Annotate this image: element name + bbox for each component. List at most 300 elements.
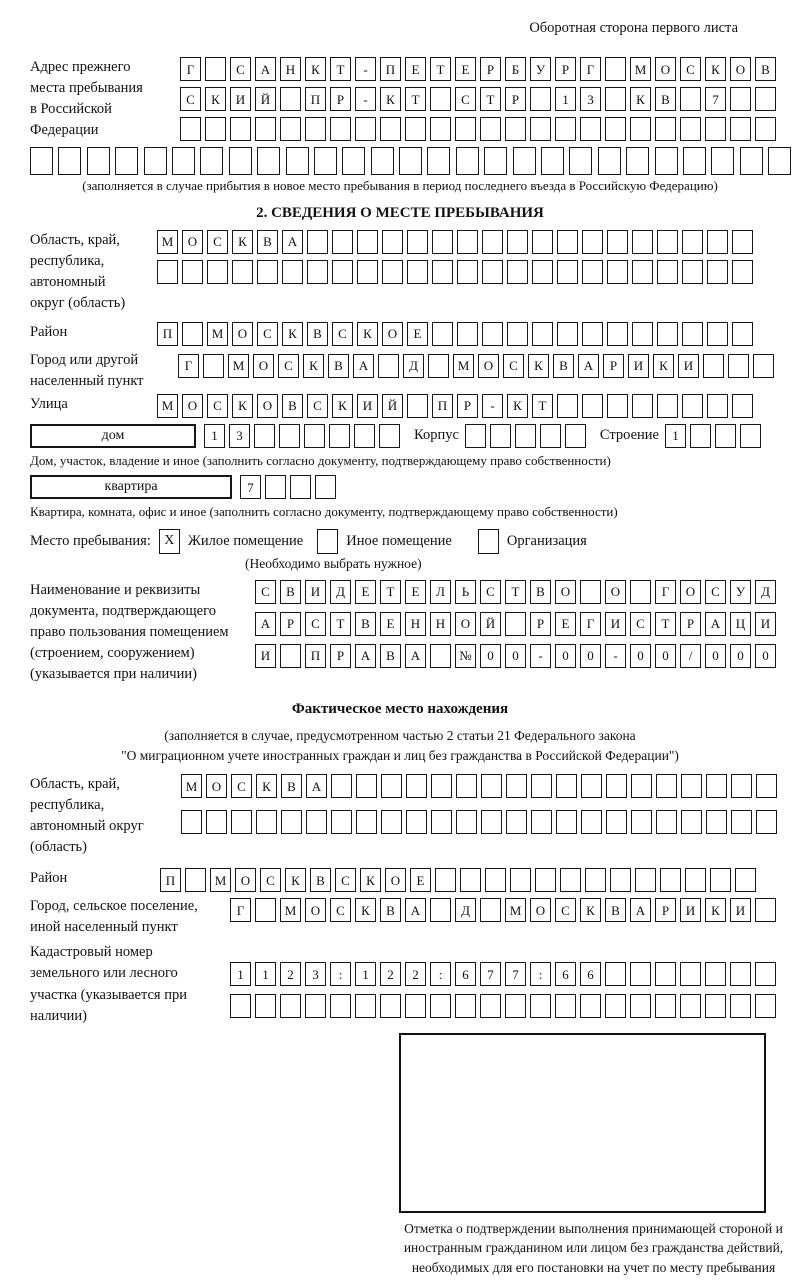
- char-box[interactable]: [535, 868, 556, 892]
- char-box[interactable]: И: [628, 354, 649, 378]
- char-box[interactable]: [207, 260, 228, 284]
- char-box[interactable]: [630, 117, 651, 141]
- char-box[interactable]: В: [380, 898, 401, 922]
- char-box[interactable]: [755, 87, 776, 111]
- char-box[interactable]: М: [207, 322, 228, 346]
- char-box[interactable]: Е: [455, 57, 476, 81]
- char-box[interactable]: О: [235, 868, 256, 892]
- char-box[interactable]: [606, 810, 627, 834]
- char-box[interactable]: [431, 774, 452, 798]
- char-box[interactable]: П: [160, 868, 181, 892]
- char-box[interactable]: [626, 147, 649, 175]
- char-box[interactable]: Д: [755, 580, 776, 604]
- char-box[interactable]: Й: [382, 394, 403, 418]
- char-box[interactable]: Е: [555, 612, 576, 636]
- char-box[interactable]: [280, 117, 301, 141]
- char-box[interactable]: [430, 117, 451, 141]
- char-box[interactable]: Т: [330, 612, 351, 636]
- char-box[interactable]: 0: [505, 644, 526, 668]
- char-box[interactable]: [632, 394, 653, 418]
- char-box[interactable]: [456, 147, 479, 175]
- char-box[interactable]: [755, 117, 776, 141]
- char-box[interactable]: [582, 322, 603, 346]
- char-box[interactable]: -: [530, 644, 551, 668]
- char-box[interactable]: [681, 774, 702, 798]
- char-box[interactable]: [455, 117, 476, 141]
- char-box[interactable]: О: [478, 354, 499, 378]
- char-box[interactable]: А: [255, 57, 276, 81]
- char-box[interactable]: О: [730, 57, 751, 81]
- char-box[interactable]: [607, 394, 628, 418]
- char-box[interactable]: Ц: [730, 612, 751, 636]
- char-box[interactable]: [582, 394, 603, 418]
- char-box[interactable]: Л: [430, 580, 451, 604]
- char-box[interactable]: 2: [380, 962, 401, 986]
- char-box[interactable]: В: [307, 322, 328, 346]
- char-box[interactable]: [606, 774, 627, 798]
- char-box[interactable]: [407, 230, 428, 254]
- char-box[interactable]: [332, 230, 353, 254]
- char-box[interactable]: 0: [480, 644, 501, 668]
- char-box[interactable]: 1: [355, 962, 376, 986]
- char-box[interactable]: Р: [457, 394, 478, 418]
- char-box[interactable]: В: [257, 230, 278, 254]
- char-box[interactable]: [635, 868, 656, 892]
- char-box[interactable]: Н: [280, 57, 301, 81]
- char-box[interactable]: А: [282, 230, 303, 254]
- char-box[interactable]: Е: [380, 612, 401, 636]
- char-box[interactable]: С: [455, 87, 476, 111]
- char-box[interactable]: О: [680, 580, 701, 604]
- char-box[interactable]: [680, 117, 701, 141]
- char-box[interactable]: [605, 117, 626, 141]
- char-box[interactable]: [730, 962, 751, 986]
- char-box[interactable]: П: [305, 87, 326, 111]
- char-box[interactable]: 7: [705, 87, 726, 111]
- char-box[interactable]: [380, 994, 401, 1018]
- char-box[interactable]: Г: [178, 354, 199, 378]
- char-box[interactable]: Т: [430, 57, 451, 81]
- char-box[interactable]: Д: [455, 898, 476, 922]
- char-box[interactable]: [740, 424, 761, 448]
- char-box[interactable]: [465, 424, 486, 448]
- char-box[interactable]: О: [232, 322, 253, 346]
- char-box[interactable]: Б: [505, 57, 526, 81]
- char-box[interactable]: [657, 322, 678, 346]
- char-box[interactable]: [484, 147, 507, 175]
- char-box[interactable]: [632, 230, 653, 254]
- char-box[interactable]: 0: [555, 644, 576, 668]
- char-box[interactable]: [581, 774, 602, 798]
- char-box[interactable]: [282, 260, 303, 284]
- char-box[interactable]: [530, 87, 551, 111]
- char-box[interactable]: [305, 994, 326, 1018]
- char-box[interactable]: [482, 230, 503, 254]
- char-box[interactable]: [378, 354, 399, 378]
- char-box[interactable]: [768, 147, 791, 175]
- char-box[interactable]: С: [305, 612, 326, 636]
- char-box[interactable]: [230, 994, 251, 1018]
- char-box[interactable]: С: [307, 394, 328, 418]
- char-box[interactable]: И: [605, 612, 626, 636]
- char-box[interactable]: [203, 354, 224, 378]
- char-box[interactable]: Г: [580, 57, 601, 81]
- char-box[interactable]: [256, 810, 277, 834]
- char-box[interactable]: С: [335, 868, 356, 892]
- char-box[interactable]: [290, 475, 311, 499]
- char-box[interactable]: [656, 810, 677, 834]
- char-box[interactable]: [480, 898, 501, 922]
- char-box[interactable]: М: [228, 354, 249, 378]
- char-box[interactable]: С: [555, 898, 576, 922]
- char-box[interactable]: [705, 117, 726, 141]
- char-box[interactable]: [557, 260, 578, 284]
- char-box[interactable]: [456, 774, 477, 798]
- char-box[interactable]: [680, 87, 701, 111]
- char-box[interactable]: [432, 322, 453, 346]
- char-box[interactable]: [460, 868, 481, 892]
- char-box[interactable]: И: [730, 898, 751, 922]
- char-box[interactable]: [753, 354, 774, 378]
- char-box[interactable]: [707, 394, 728, 418]
- char-box[interactable]: О: [455, 612, 476, 636]
- char-box[interactable]: Г: [230, 898, 251, 922]
- char-box[interactable]: К: [528, 354, 549, 378]
- char-box[interactable]: [530, 994, 551, 1018]
- char-box[interactable]: Т: [505, 580, 526, 604]
- char-box[interactable]: [405, 994, 426, 1018]
- char-box[interactable]: [690, 424, 711, 448]
- char-box[interactable]: М: [280, 898, 301, 922]
- char-box[interactable]: [510, 868, 531, 892]
- char-box[interactable]: [456, 810, 477, 834]
- char-box[interactable]: [630, 962, 651, 986]
- char-box[interactable]: О: [182, 394, 203, 418]
- char-box[interactable]: [430, 87, 451, 111]
- char-box[interactable]: [580, 994, 601, 1018]
- char-box[interactable]: [315, 475, 336, 499]
- char-box[interactable]: [506, 810, 527, 834]
- char-box[interactable]: С: [480, 580, 501, 604]
- char-box[interactable]: Г: [180, 57, 201, 81]
- char-box[interactable]: В: [280, 580, 301, 604]
- char-box[interactable]: [710, 868, 731, 892]
- char-box[interactable]: [115, 147, 138, 175]
- char-box[interactable]: [507, 230, 528, 254]
- char-box[interactable]: [657, 230, 678, 254]
- char-box[interactable]: К: [332, 394, 353, 418]
- char-box[interactable]: К: [305, 57, 326, 81]
- char-box[interactable]: [342, 147, 365, 175]
- char-box[interactable]: [556, 810, 577, 834]
- char-box[interactable]: [728, 354, 749, 378]
- char-box[interactable]: В: [755, 57, 776, 81]
- char-box[interactable]: К: [705, 898, 726, 922]
- char-box[interactable]: [58, 147, 81, 175]
- char-box[interactable]: [660, 868, 681, 892]
- char-box[interactable]: О: [605, 580, 626, 604]
- char-box[interactable]: Р: [555, 57, 576, 81]
- char-box[interactable]: 2: [405, 962, 426, 986]
- char-box[interactable]: 7: [480, 962, 501, 986]
- char-box[interactable]: К: [360, 868, 381, 892]
- char-box[interactable]: Р: [530, 612, 551, 636]
- char-box[interactable]: [507, 260, 528, 284]
- char-box[interactable]: [255, 898, 276, 922]
- char-box[interactable]: [428, 354, 449, 378]
- char-box[interactable]: [630, 580, 651, 604]
- char-box[interactable]: [657, 260, 678, 284]
- char-box[interactable]: П: [432, 394, 453, 418]
- char-box[interactable]: К: [357, 322, 378, 346]
- char-box[interactable]: [703, 354, 724, 378]
- char-box[interactable]: [356, 810, 377, 834]
- char-box[interactable]: О: [305, 898, 326, 922]
- char-box[interactable]: Р: [655, 898, 676, 922]
- char-box[interactable]: [755, 962, 776, 986]
- char-box[interactable]: [680, 994, 701, 1018]
- char-box[interactable]: С: [207, 230, 228, 254]
- char-box[interactable]: Е: [405, 57, 426, 81]
- char-box[interactable]: Г: [580, 612, 601, 636]
- char-box[interactable]: С: [503, 354, 524, 378]
- char-box[interactable]: Т: [480, 87, 501, 111]
- char-box[interactable]: [431, 810, 452, 834]
- char-box[interactable]: М: [157, 394, 178, 418]
- char-box[interactable]: [756, 774, 777, 798]
- char-box[interactable]: В: [328, 354, 349, 378]
- char-box[interactable]: 7: [240, 475, 261, 499]
- char-box[interactable]: Г: [655, 580, 676, 604]
- char-box[interactable]: О: [530, 898, 551, 922]
- char-box[interactable]: [87, 147, 110, 175]
- char-box[interactable]: [706, 774, 727, 798]
- char-box[interactable]: Е: [405, 580, 426, 604]
- char-box[interactable]: [455, 994, 476, 1018]
- char-box[interactable]: 3: [305, 962, 326, 986]
- char-box[interactable]: [314, 147, 337, 175]
- char-box[interactable]: С: [231, 774, 252, 798]
- char-box[interactable]: [580, 117, 601, 141]
- char-box[interactable]: [330, 117, 351, 141]
- char-box[interactable]: [585, 868, 606, 892]
- char-box[interactable]: Р: [330, 87, 351, 111]
- char-box[interactable]: [605, 87, 626, 111]
- char-box[interactable]: 1: [204, 424, 225, 448]
- char-box[interactable]: Р: [480, 57, 501, 81]
- char-box[interactable]: А: [353, 354, 374, 378]
- char-box[interactable]: С: [180, 87, 201, 111]
- char-box[interactable]: [531, 810, 552, 834]
- char-box[interactable]: [540, 424, 561, 448]
- char-box[interactable]: [557, 230, 578, 254]
- char-box[interactable]: [632, 322, 653, 346]
- char-box[interactable]: [732, 260, 753, 284]
- char-box[interactable]: М: [157, 230, 178, 254]
- char-box[interactable]: Е: [355, 580, 376, 604]
- char-box[interactable]: А: [306, 774, 327, 798]
- char-box[interactable]: [356, 774, 377, 798]
- char-box[interactable]: [30, 147, 53, 175]
- char-box[interactable]: -: [482, 394, 503, 418]
- char-box[interactable]: М: [453, 354, 474, 378]
- char-box[interactable]: [355, 117, 376, 141]
- char-box[interactable]: О: [382, 322, 403, 346]
- char-box[interactable]: 1: [255, 962, 276, 986]
- char-box[interactable]: [607, 322, 628, 346]
- char-box[interactable]: [580, 580, 601, 604]
- char-box[interactable]: 7: [505, 962, 526, 986]
- char-box[interactable]: [682, 394, 703, 418]
- char-box[interactable]: М: [630, 57, 651, 81]
- char-box[interactable]: [632, 260, 653, 284]
- char-box[interactable]: [182, 322, 203, 346]
- char-box[interactable]: А: [355, 644, 376, 668]
- char-box[interactable]: :: [530, 962, 551, 986]
- char-box[interactable]: [406, 774, 427, 798]
- char-box[interactable]: -: [355, 57, 376, 81]
- char-box[interactable]: А: [578, 354, 599, 378]
- char-box[interactable]: Т: [532, 394, 553, 418]
- char-box[interactable]: [357, 230, 378, 254]
- char-box[interactable]: [532, 322, 553, 346]
- checkbox-residential[interactable]: X: [159, 529, 180, 554]
- char-box[interactable]: А: [255, 612, 276, 636]
- char-box[interactable]: [280, 644, 301, 668]
- char-box[interactable]: [427, 147, 450, 175]
- char-box[interactable]: Д: [330, 580, 351, 604]
- char-box[interactable]: [254, 424, 275, 448]
- char-box[interactable]: В: [530, 580, 551, 604]
- char-box[interactable]: [581, 810, 602, 834]
- char-box[interactable]: О: [206, 774, 227, 798]
- char-box[interactable]: [330, 994, 351, 1018]
- char-box[interactable]: В: [282, 394, 303, 418]
- char-box[interactable]: [655, 994, 676, 1018]
- char-box[interactable]: [405, 117, 426, 141]
- char-box[interactable]: №: [455, 644, 476, 668]
- char-box[interactable]: [707, 322, 728, 346]
- char-box[interactable]: 0: [630, 644, 651, 668]
- char-box[interactable]: [505, 994, 526, 1018]
- char-box[interactable]: [230, 117, 251, 141]
- char-box[interactable]: [507, 322, 528, 346]
- char-box[interactable]: К: [355, 898, 376, 922]
- char-box[interactable]: [379, 424, 400, 448]
- char-box[interactable]: [380, 117, 401, 141]
- char-box[interactable]: [257, 260, 278, 284]
- char-box[interactable]: [280, 994, 301, 1018]
- char-box[interactable]: [331, 810, 352, 834]
- char-box[interactable]: [630, 994, 651, 1018]
- char-box[interactable]: И: [357, 394, 378, 418]
- char-box[interactable]: Р: [603, 354, 624, 378]
- char-box[interactable]: [705, 962, 726, 986]
- char-box[interactable]: [532, 230, 553, 254]
- char-box[interactable]: [306, 810, 327, 834]
- char-box[interactable]: [682, 230, 703, 254]
- char-box[interactable]: О: [257, 394, 278, 418]
- char-box[interactable]: [490, 424, 511, 448]
- char-box[interactable]: [255, 117, 276, 141]
- char-box[interactable]: В: [605, 898, 626, 922]
- char-box[interactable]: [555, 117, 576, 141]
- char-box[interactable]: [735, 868, 756, 892]
- char-box[interactable]: С: [278, 354, 299, 378]
- char-box[interactable]: /: [680, 644, 701, 668]
- char-box[interactable]: [182, 260, 203, 284]
- char-box[interactable]: [185, 868, 206, 892]
- char-box[interactable]: А: [630, 898, 651, 922]
- char-box[interactable]: :: [330, 962, 351, 986]
- char-box[interactable]: [610, 868, 631, 892]
- char-box[interactable]: В: [655, 87, 676, 111]
- char-box[interactable]: [681, 810, 702, 834]
- char-box[interactable]: 0: [755, 644, 776, 668]
- char-box[interactable]: [200, 147, 223, 175]
- char-box[interactable]: Н: [405, 612, 426, 636]
- char-box[interactable]: [605, 57, 626, 81]
- char-box[interactable]: О: [655, 57, 676, 81]
- char-box[interactable]: 3: [229, 424, 250, 448]
- char-box[interactable]: [705, 994, 726, 1018]
- char-box[interactable]: К: [232, 394, 253, 418]
- char-box[interactable]: [631, 810, 652, 834]
- char-box[interactable]: [229, 147, 252, 175]
- char-box[interactable]: Е: [410, 868, 431, 892]
- char-box[interactable]: [430, 898, 451, 922]
- char-box[interactable]: Т: [405, 87, 426, 111]
- char-box[interactable]: К: [282, 322, 303, 346]
- char-box[interactable]: И: [230, 87, 251, 111]
- char-box[interactable]: [481, 774, 502, 798]
- checkbox-other-premises[interactable]: [317, 529, 338, 554]
- char-box[interactable]: [560, 868, 581, 892]
- char-box[interactable]: У: [730, 580, 751, 604]
- char-box[interactable]: [555, 994, 576, 1018]
- char-box[interactable]: [430, 644, 451, 668]
- char-box[interactable]: Й: [255, 87, 276, 111]
- char-box[interactable]: [582, 260, 603, 284]
- char-box[interactable]: О: [253, 354, 274, 378]
- char-box[interactable]: [680, 962, 701, 986]
- char-box[interactable]: [281, 810, 302, 834]
- char-box[interactable]: В: [355, 612, 376, 636]
- char-box[interactable]: С: [260, 868, 281, 892]
- char-box[interactable]: [756, 810, 777, 834]
- char-box[interactable]: [332, 260, 353, 284]
- char-box[interactable]: [172, 147, 195, 175]
- char-box[interactable]: -: [355, 87, 376, 111]
- char-box[interactable]: С: [332, 322, 353, 346]
- char-box[interactable]: [407, 394, 428, 418]
- char-box[interactable]: 0: [705, 644, 726, 668]
- char-box[interactable]: П: [305, 644, 326, 668]
- char-box[interactable]: [432, 230, 453, 254]
- char-box[interactable]: В: [281, 774, 302, 798]
- char-box[interactable]: К: [653, 354, 674, 378]
- char-box[interactable]: С: [705, 580, 726, 604]
- char-box[interactable]: [280, 87, 301, 111]
- char-box[interactable]: [307, 230, 328, 254]
- char-box[interactable]: [382, 230, 403, 254]
- char-box[interactable]: [435, 868, 456, 892]
- char-box[interactable]: 1: [665, 424, 686, 448]
- char-box[interactable]: Е: [407, 322, 428, 346]
- char-box[interactable]: [706, 810, 727, 834]
- char-box[interactable]: [329, 424, 350, 448]
- char-box[interactable]: [406, 810, 427, 834]
